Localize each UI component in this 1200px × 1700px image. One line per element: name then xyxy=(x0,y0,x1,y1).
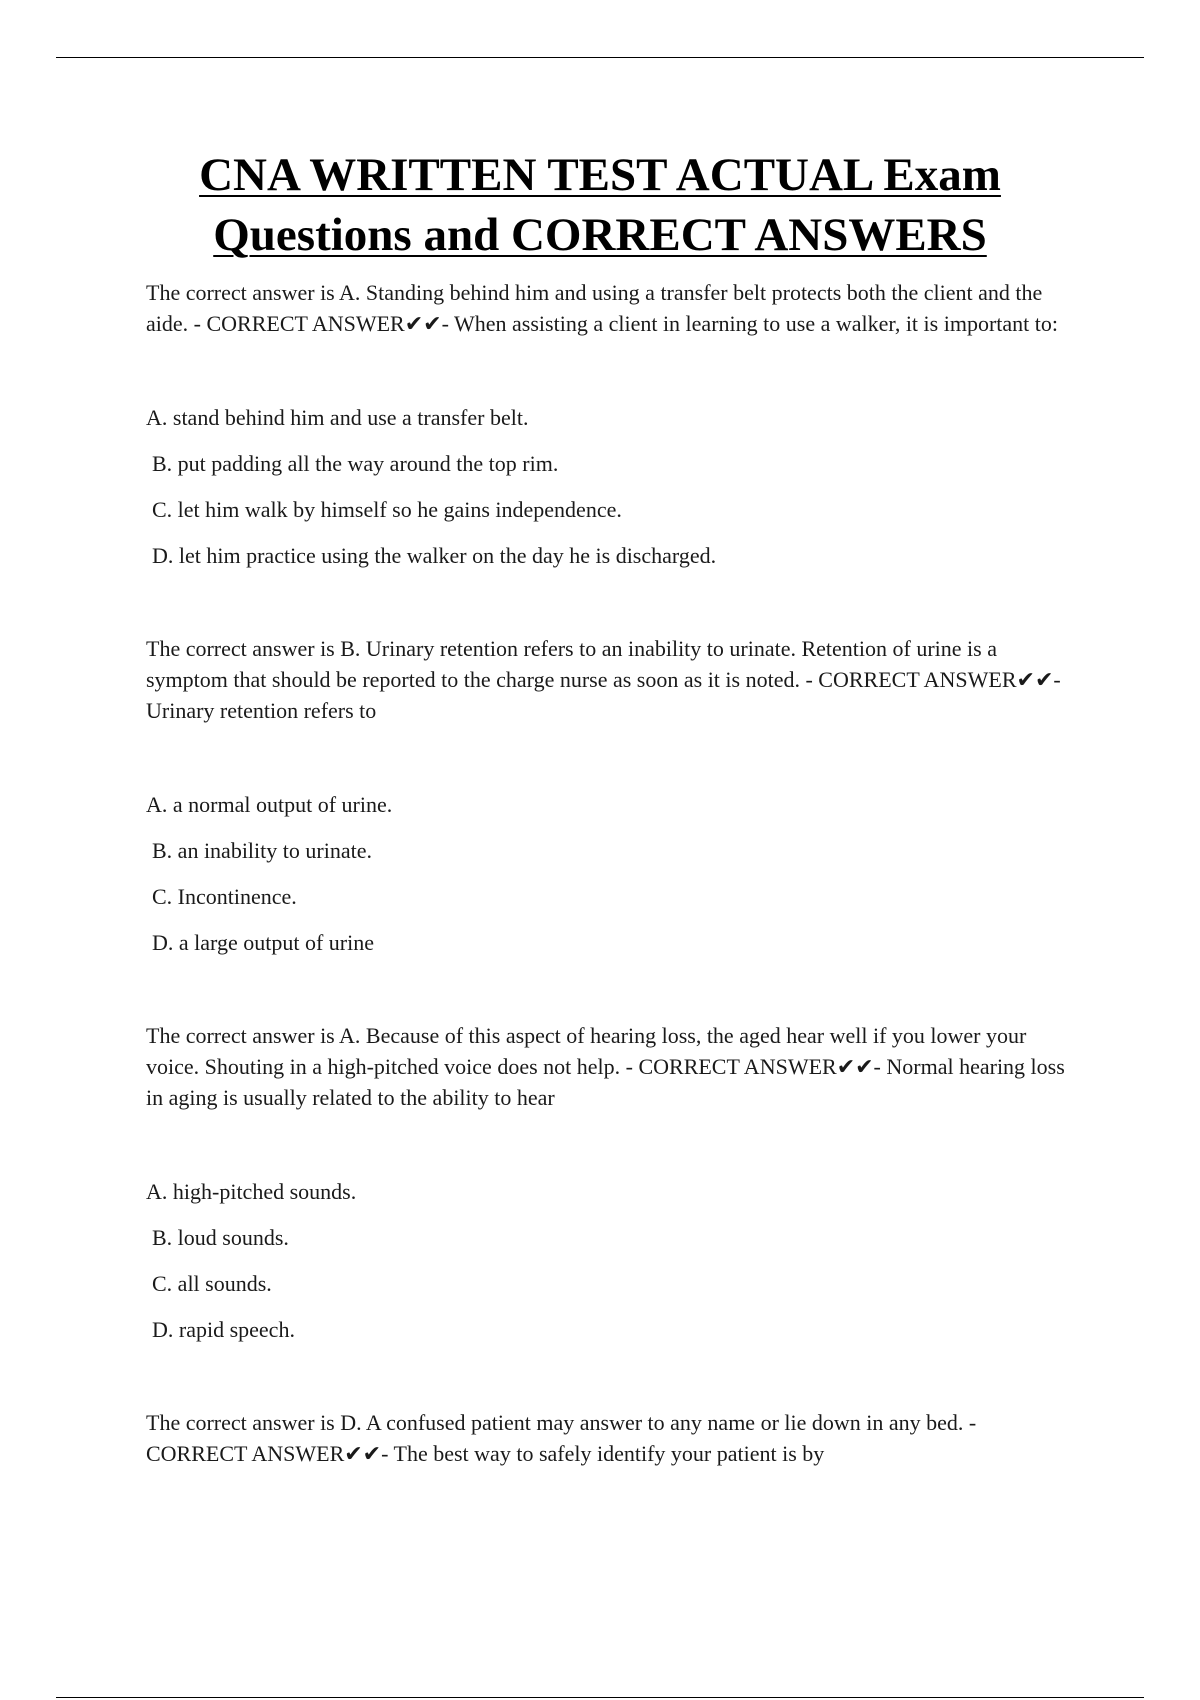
question-block-2 xyxy=(146,633,1066,958)
title-line-2: Questions and CORRECT ANSWERS xyxy=(213,209,987,261)
answer-option-b: B. loud sounds. xyxy=(152,1225,289,1250)
answer-option-c: C. Incontinence. xyxy=(152,884,297,909)
answer-option-c: C. all sounds. xyxy=(152,1271,272,1296)
answer-option-a: A. high-pitched sounds. xyxy=(146,1179,357,1204)
page-bottom-rule xyxy=(56,1697,1144,1698)
answer-option-d: D. let him practice using the walker on the day he is discharged. xyxy=(152,543,717,568)
question-explanation: The correct answer is B. Urinary retention refers to an inability to urinate. Retention of urine is a symptom that should be reported to the charge nurse as soon as it is noted. - CORRECT ANSWER✔✔- Urinary retention refers to xyxy=(146,636,1061,723)
question-explanation: The correct answer is A. Because of this aspect of hearing loss, the aged hear well if you lower your voice. Shouting in a high-pitched voice does not help. - CORRECT ANSWER✔✔- Normal hearing loss in aging is usually related to the ability to hear xyxy=(146,1023,1065,1110)
answer-option-d: D. a large output of urine xyxy=(152,930,374,955)
title-line-1: CNA WRITTEN TEST ACTUAL Exam xyxy=(199,149,1001,201)
question-block-4 xyxy=(146,1407,1066,1469)
answer-option-b: B. put padding all the way around the top rim. xyxy=(152,451,559,476)
question-list xyxy=(146,277,1066,1469)
document-title xyxy=(60,145,1140,265)
page-top-rule xyxy=(56,57,1144,58)
question-explanation: The correct answer is D. A confused patient may answer to any name or lie down in any bed. - CORRECT ANSWER✔✔- The best way to safely identify your patient is by xyxy=(146,1410,977,1466)
answer-option-c: C. let him walk by himself so he gains independence. xyxy=(152,497,622,522)
question-block-1 xyxy=(146,277,1066,571)
answer-option-a: A. stand behind him and use a transfer belt. xyxy=(146,405,529,430)
answer-option-b: B. an inability to urinate. xyxy=(152,838,372,863)
answer-option-a: A. a normal output of urine. xyxy=(146,792,393,817)
answer-options xyxy=(146,402,1066,571)
answer-options xyxy=(146,789,1066,958)
question-block-3 xyxy=(146,1020,1066,1345)
question-explanation: The correct answer is A. Standing behind him and using a transfer belt protects both the client and the aide. - CORRECT ANSWER✔✔- When assisting a client in learning to use a walker, it is important to: xyxy=(146,280,1058,336)
answer-option-d: D. rapid speech. xyxy=(152,1317,295,1342)
answer-options xyxy=(146,1176,1066,1345)
